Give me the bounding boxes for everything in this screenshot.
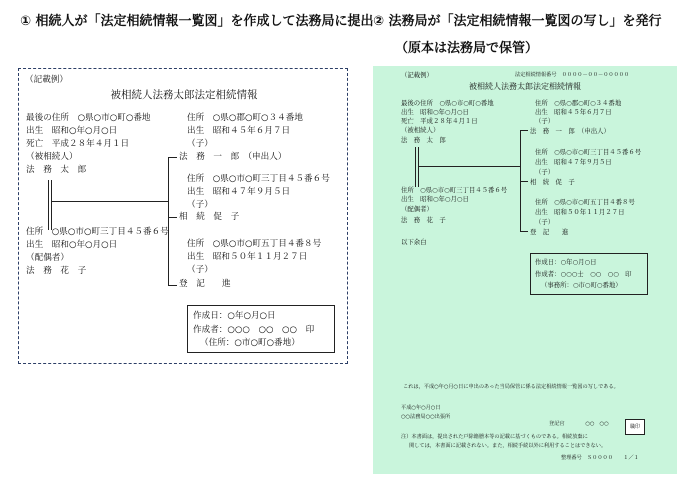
note-line-1: 注）本書面は，提出された戸除籍謄本等の記載に基づくものである。相続放棄に <box>401 434 588 440</box>
issue-date: 平成○年○月○日 <box>401 405 441 411</box>
child2-rel: （子） <box>187 200 213 210</box>
registrar: 登記官 ○○ ○○ <box>549 421 609 427</box>
child-branch <box>520 231 528 232</box>
decedent-role: （被相続人） <box>26 152 78 162</box>
child1-name: 法 務 一 郎 （申出人） <box>530 127 610 135</box>
creator-date: 作成日：○年○月○日 <box>193 311 276 321</box>
document-title: 被相続人法務太郎法定相続情報 <box>110 89 258 101</box>
child1-rel: （子） <box>535 117 555 125</box>
child-branch <box>520 181 528 182</box>
left-header: ① 相続人が「法定相続情報一覧図」を作成して法務局に提出 <box>20 14 374 29</box>
creator-name: 作成者：○○○ ○○ ○○ 印 <box>193 325 315 335</box>
decedent-name: 法 務 太 郎 <box>401 136 446 144</box>
serial-number: 法定相続情報番号 ００００－００－０００００ <box>515 72 630 78</box>
marriage-line <box>48 180 49 230</box>
creator-date: 作成日：○年○月○日 <box>535 258 597 266</box>
marriage-line <box>415 147 416 187</box>
decedent-address: 最後の住所 ○県○市○町○番地 <box>401 99 494 107</box>
child-branch <box>168 217 177 218</box>
child3-birth: 出生 昭和５０年１１月２７日 <box>535 208 625 216</box>
spouse-role: （配偶者） <box>401 205 433 213</box>
sibling-line <box>168 157 169 285</box>
decedent-role: （被相続人） <box>401 126 440 134</box>
spouse-name: 法 務 花 子 <box>26 266 87 276</box>
marriage-line <box>51 180 52 230</box>
child2-address: 住所 ○県○市○町三丁目４５番６号 <box>535 148 642 156</box>
descent-line <box>419 166 520 167</box>
child1-address: 住所 ○県○郡○町○３４番地 <box>187 113 303 123</box>
creator-name: 作成者：○○○士 ○○ ○○ 印 <box>535 270 632 278</box>
child2-name: 相 続 促 子 <box>530 178 575 186</box>
child2-birth: 出生 昭和４７年９月５日 <box>535 158 612 166</box>
official-seal: 職印 <box>625 419 645 435</box>
spouse-name: 法 務 花 子 <box>401 216 446 224</box>
document-title: 被相続人法務太郎法定相続情報 <box>469 82 581 91</box>
child3-name: 登 記 進 <box>179 279 231 289</box>
right-subheader: （原本は法務局で保管） <box>395 41 539 56</box>
descent-line <box>52 201 168 202</box>
child-branch <box>168 285 177 286</box>
certification-text: これは，平成○年○月○日に申出のあった当局保管に係る法定相続情報一覧図の写しである。 <box>403 384 619 390</box>
decedent-name: 法 務 太 郎 <box>26 165 87 175</box>
child2-birth: 出生 昭和４７年９月５日 <box>187 187 291 197</box>
decedent-death: 死亡 平成２８年４月１日 <box>26 139 130 149</box>
child3-rel: （子） <box>535 218 555 226</box>
decedent-birth: 出生 昭和○年○月○日 <box>26 126 118 136</box>
note-line-2: 関しては，本書面に記載されない。また，相続手続以外に利用することはできない。 <box>409 443 607 449</box>
creator-address: （住所：○市○町○番地） <box>200 338 300 348</box>
child1-address: 住所 ○県○郡○町○３４番地 <box>535 99 622 107</box>
child3-address: 住所 ○県○市○町五丁目４番８号 <box>187 239 322 249</box>
page-number: 整理番号 Ｓ００００ １／１ <box>561 455 639 461</box>
decedent-address: 最後の住所 ○県○市○町○番地 <box>26 113 151 123</box>
child3-address: 住所 ○県○市○町五丁目４番８号 <box>535 198 635 206</box>
decedent-birth: 出生 昭和○年○月○日 <box>401 108 469 116</box>
spouse-address: 住所 ○県○市○町三丁目４５番６号 <box>26 227 169 237</box>
child2-address: 住所 ○県○市○町三丁目４５番６号 <box>187 174 330 184</box>
child1-birth: 出生 昭和４５年６月７日 <box>535 108 612 116</box>
child3-rel: （子） <box>187 265 213 275</box>
right-document <box>373 66 677 474</box>
creator-box <box>530 253 648 295</box>
child1-name: 法 務 一 郎 （申出人） <box>179 152 287 162</box>
spouse-birth: 出生 昭和○年○月○日 <box>401 195 469 203</box>
creator-box <box>187 305 335 353</box>
spouse-address: 住所 ○県○市○町三丁目４５番６号 <box>401 186 508 194</box>
creator-address: （事務所：○市○町○番地） <box>541 281 622 289</box>
spouse-birth: 出生 昭和○年○月○日 <box>26 240 118 250</box>
issuing-office: ○○法務局○○出張所 <box>401 414 451 420</box>
child2-rel: （子） <box>535 168 555 176</box>
child1-birth: 出生 昭和４５年６月７日 <box>187 126 291 136</box>
child-branch <box>168 157 177 158</box>
child3-birth: 出生 昭和５０年１１月２７日 <box>187 252 308 262</box>
example-label: （記載例） <box>401 71 433 79</box>
child3-name: 登 記 進 <box>530 228 569 236</box>
decedent-death: 死亡 平成２８年４月１日 <box>401 117 478 125</box>
right-header: ② 法務局が「法定相続情報一覧図の写し」を発行 <box>373 14 662 29</box>
child-branch <box>520 130 528 131</box>
left-document <box>18 68 348 364</box>
spouse-role: （配偶者） <box>26 253 69 263</box>
child1-rel: （子） <box>187 139 213 149</box>
child2-name: 相 続 促 子 <box>179 212 240 222</box>
marriage-line <box>418 147 419 187</box>
below-blank: 以下余白 <box>401 238 427 246</box>
example-label: （記載例） <box>25 75 68 85</box>
